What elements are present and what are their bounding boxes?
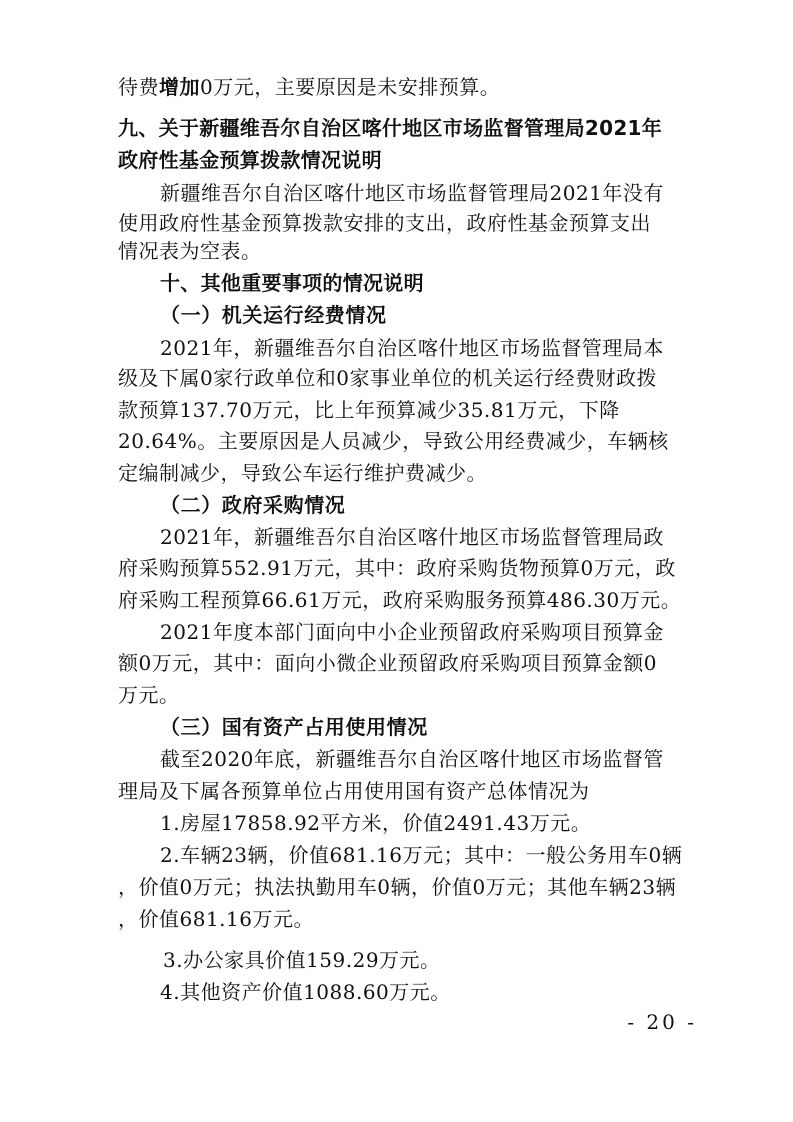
text-fragment: 待费	[118, 75, 159, 99]
paragraph-line: 万元。	[118, 683, 180, 707]
list-item: 2.车辆23辆，价值681.16万元；其中：一般公务用车0辆	[160, 843, 683, 867]
subsection-heading-2: （二）政府采购情况	[160, 493, 346, 517]
paragraph-line: 府采购工程预算66.61万元，政府采购服务预算486.30万元。	[118, 588, 682, 612]
paragraph-line: 级及下属0家行政单位和0家事业单位的机关运行经费财政拨	[118, 366, 657, 390]
list-item: 1.房屋17858.92平方米，价值2491.43万元。	[160, 811, 592, 835]
paragraph-line: 2021年度本部门面向中小企业预留政府采购项目预算金	[160, 620, 664, 644]
section-heading-9-cont: 政府性基金预算拨款情况说明	[118, 148, 382, 172]
paragraph-line: 定编制减少，导致公车运行维护费减少。	[118, 461, 487, 485]
paragraph-line: 使用政府性基金预算拨款安排的支出，政府性基金预算支出	[118, 211, 651, 235]
paragraph-line: 府采购预算552.91万元，其中：政府采购货物预算0万元，政	[118, 556, 676, 580]
section-heading-10: 十、其他重要事项的情况说明	[160, 271, 424, 295]
list-item: 4.其他资产价值1088.60万元。	[160, 980, 451, 1004]
list-item: 3.办公家具价值159.29万元。	[163, 948, 441, 972]
paragraph-line: 额0万元，其中：面向小微企业预留政府采购项目预算金额0	[118, 651, 657, 675]
paragraph-line: 情况表为空表。	[118, 239, 262, 263]
paragraph-line: 新疆维吾尔自治区喀什地区市场监督管理局2021年没有	[160, 181, 664, 205]
text-fragment: 0万元，主要原因是未安排预算。	[200, 75, 501, 99]
paragraph-line: 款预算137.70万元，比上年预算减少35.81万元，下降	[118, 398, 620, 422]
subsection-heading-1: （一）机关运行经费情况	[160, 303, 387, 327]
text-line	[118, 72, 500, 102]
paragraph-line: 20.64%。主要原因是人员减少，导致公用经费减少，车辆核	[118, 429, 669, 453]
subsection-heading-3: （三）国有资产占用使用情况	[160, 715, 428, 739]
bold-text: 增加	[159, 75, 200, 99]
paragraph-line: 2021年，新疆维吾尔自治区喀什地区市场监督管理局本	[160, 336, 664, 360]
paragraph-line: 理局及下属各预算单位占用使用国有资产总体情况为	[118, 779, 590, 803]
paragraph-line: ，价值681.16万元。	[118, 907, 314, 931]
section-heading-9: 九、关于新疆维吾尔自治区喀什地区市场监督管理局2021年	[118, 116, 663, 140]
paragraph-line: 2021年，新疆维吾尔自治区喀什地区市场监督管理局政	[160, 525, 664, 549]
paragraph-line: 截至2020年底，新疆维吾尔自治区喀什地区市场监督管	[160, 747, 664, 771]
page-number: - 20 -	[627, 1010, 697, 1034]
paragraph-line: ，价值0万元；执法执勤用车0辆，价值0万元；其他车辆23辆	[118, 875, 677, 899]
